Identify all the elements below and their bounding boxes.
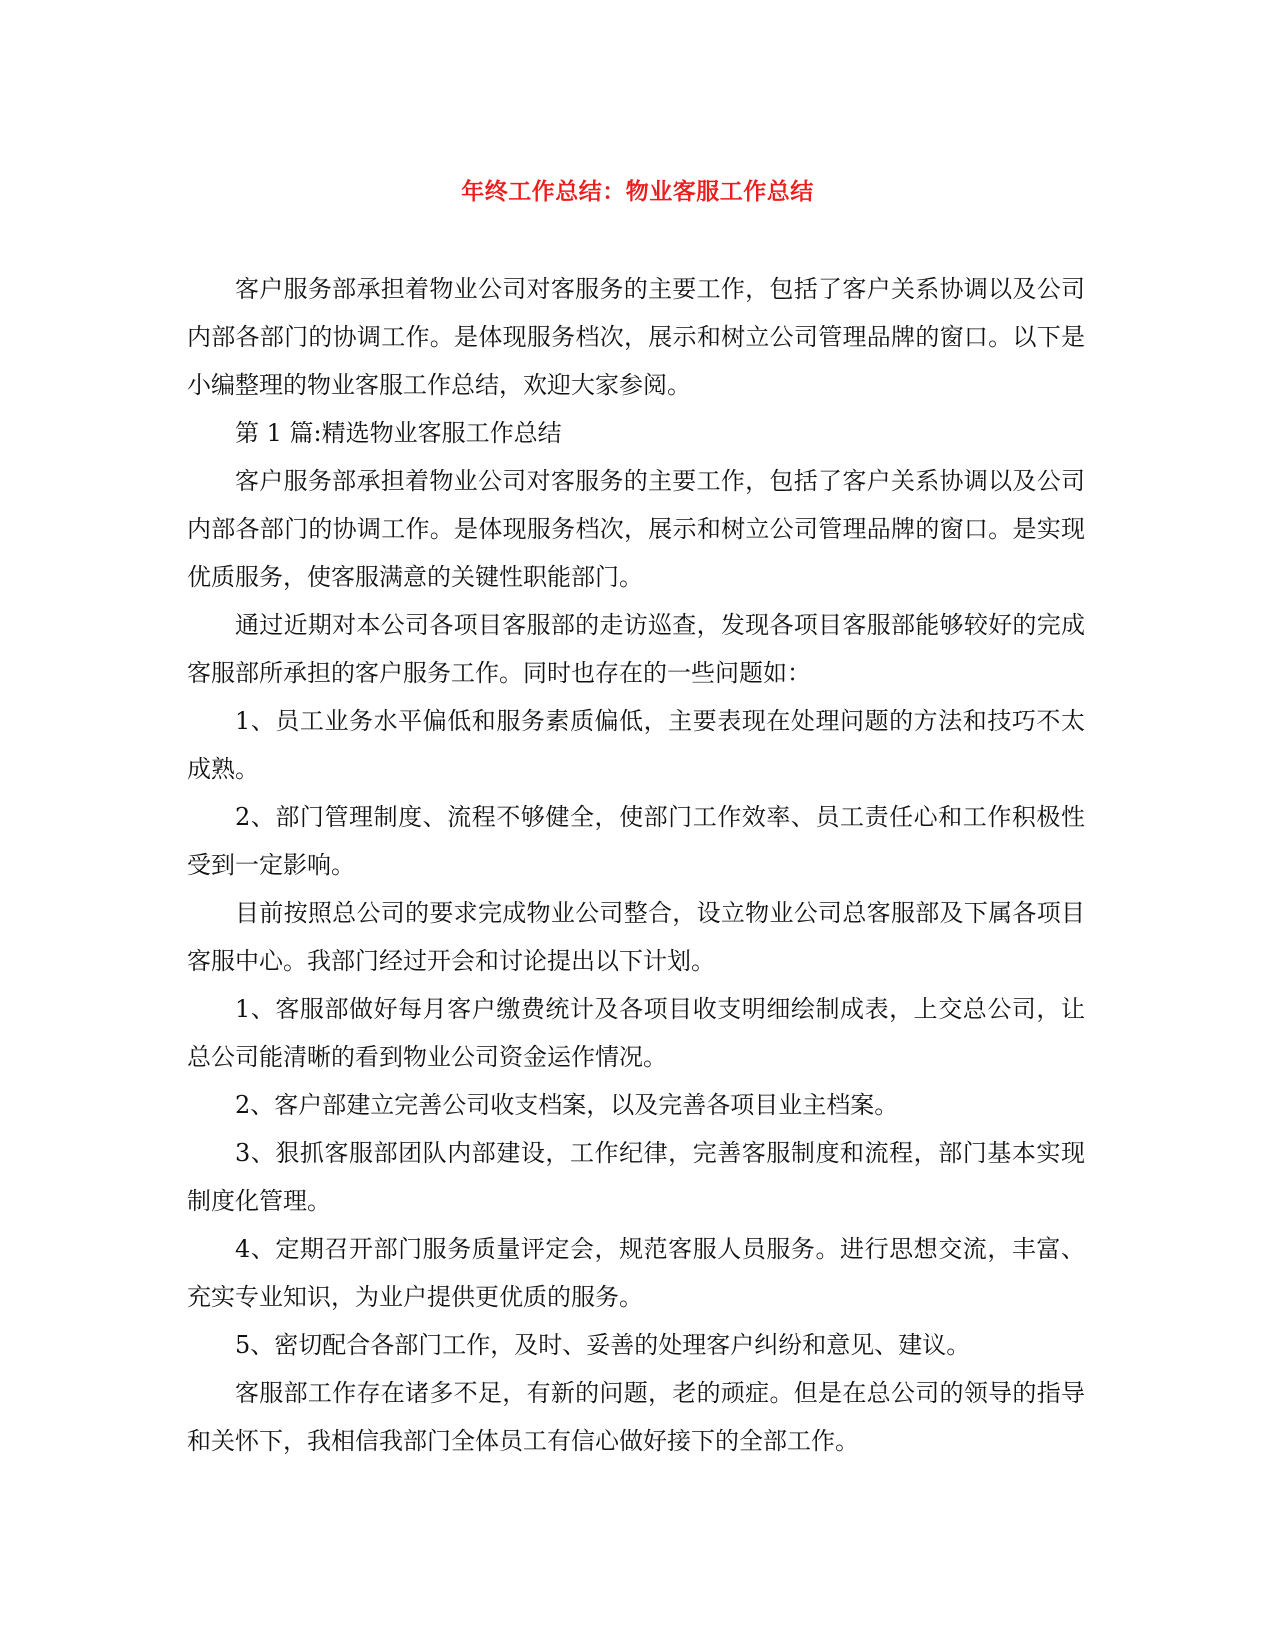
list-item: 2、客户部建立完善公司收支档案，以及完善各项目业主档案。 — [235, 1091, 899, 1119]
document-title: 年终工作总结：物业客服工作总结 — [461, 179, 814, 205]
section-heading: 第 1 篇:精选物业客服工作总结 — [235, 419, 562, 447]
paragraph: 目前按照总公司的要求完成物业公司整合，设立物业公司总客服部及下属各项目客服中心。我部门经过开会和讨论提出以下计划。 — [187, 899, 1085, 975]
document-body — [187, 265, 1085, 1465]
paragraph: 客户服务部承担着物业公司对客服务的主要工作，包括了客户关系协调以及公司内部各部门的协调工作。是体现服务档次，展示和树立公司管理品牌的窗口。是实现优质服务，使客服满意的关键性职能部门。 — [187, 467, 1085, 591]
list-item: 2、部门管理制度、流程不够健全，使部门工作效率、员工责任心和工作积极性受到一定影响。 — [187, 803, 1085, 879]
paragraph-intro: 客户服务部承担着物业公司对客服务的主要工作，包括了客户关系协调以及公司内部各部门的协调工作。是体现服务档次，展示和树立公司管理品牌的窗口。以下是小编整理的物业客服工作总结，欢迎大家参阅。 — [187, 275, 1085, 399]
list-item: 4、定期召开部门服务质量评定会，规范客服人员服务。进行思想交流，丰富、充实专业知识，为业户提供更优质的服务。 — [187, 1235, 1085, 1311]
list-item: 1、员工业务水平偏低和服务素质偏低，主要表现在处理问题的方法和技巧不太成熟。 — [187, 707, 1085, 783]
list-item: 5、密切配合各部门工作，及时、妥善的处理客户纠纷和意见、建议。 — [235, 1331, 971, 1359]
list-item: 3、狠抓客服部团队内部建设，工作纪律，完善客服制度和流程，部门基本实现制度化管理。 — [187, 1139, 1085, 1215]
paragraph: 通过近期对本公司各项目客服部的走访巡查，发现各项目客服部能够较好的完成客服部所承担的客户服务工作。同时也存在的一些问题如： — [187, 611, 1085, 687]
list-item: 1、客服部做好每月客户缴费统计及各项目收支明细绘制成表，上交总公司，让总公司能清晰的看到物业公司资金运作情况。 — [187, 995, 1085, 1071]
paragraph-closing: 客服部工作存在诸多不足，有新的问题，老的顽症。但是在总公司的领导的指导和关怀下，我相信我部门全体员工有信心做好接下的全部工作。 — [187, 1379, 1085, 1455]
